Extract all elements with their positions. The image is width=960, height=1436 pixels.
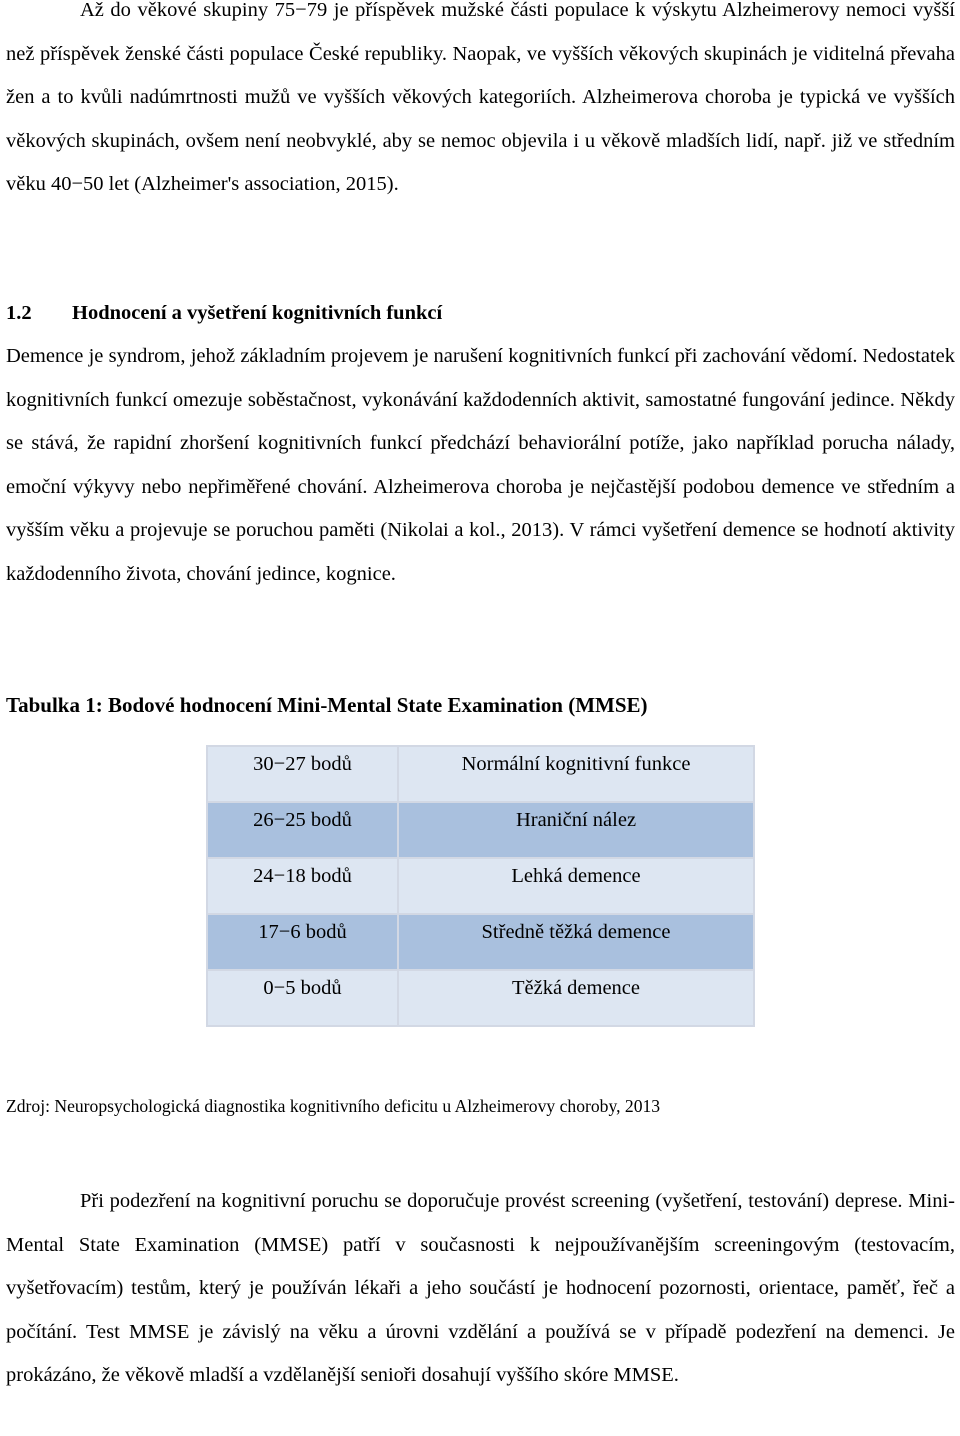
interpretation-cell: Těžká demence: [398, 970, 754, 1026]
paragraph-mmse-screening: Při podezření na kognitivní poruchu se doporučuje provést screening (vyšetření, testování) deprese. Mini-Mental State Examination (MMSE) patří v současnosti k nejpoužívanějším screeningovým (testovacím, vyšetřovacím) testům, který je používán lékaři a jeho součástí je hodnocení pozornosti, orientace, paměť, řeč a počítání. Test MMSE je závislý na věku a úrovni vzdělání a používá se v případě podezření na demenci. Je prokázáno, že věkově mladší a vzdělanější senioři dosahují vyššího skóre MMSE.: [6, 1190, 955, 1387]
interpretation-cell: Hraniční nález: [398, 802, 754, 858]
section-number: 1.2: [6, 302, 32, 324]
paragraph-alzheimer-demographics: Až do věkové skupiny 75−79 je příspěvek mužské části populace k výskytu Alzheimerovy nemoci vyšší než příspěvek ženské části populace České republiky. Naopak, ve vyšších věkových skupinách je viditelná převaha žen a to kvůli nadúmrtnosti mužů ve vyšších věkových kategoriích. Alzheimerova choroba je typická ve vyšších věkových skupinách, ovšem není neobvyklé, aby se nemoc objevila i u věkově mladších lidí, např. již ve středním věku 40−50 let (Alzheimer's association, 2015).: [6, 0, 955, 196]
score-range-cell: 0−5 bodů: [207, 970, 398, 1026]
score-range-cell: 17−6 bodů: [207, 914, 398, 970]
interpretation-cell: Normální kognitivní funkce: [398, 746, 754, 802]
score-range-cell: 26−25 bodů: [207, 802, 398, 858]
table-row: [207, 970, 754, 1026]
score-range-cell: 24−18 bodů: [207, 858, 398, 914]
table-source: Zdroj: Neuropsychologická diagnostika kognitivního deficitu u Alzheimerovy choroby, 2013: [6, 1096, 661, 1116]
score-range-cell: 30−27 bodů: [207, 746, 398, 802]
table-row: [207, 914, 754, 970]
table-row: [207, 858, 754, 914]
paragraph-dementia-definition: Demence je syndrom, jehož základním projevem je narušení kognitivních funkcí při zachování vědomí. Nedostatek kognitivních funkcí omezuje soběstačnost, vykonávání každodenních aktivit, samostatné fungování jedince. Někdy se stává, že rapidní zhoršení kognitivních funkcí předchází behaviorální potíže, jako například porucha nálady, emoční výkyvy nebo nepřiměřené chování. Alzheimerova choroba je nejčastější podobou demence ve středním a vyšším věku a projevuje se poruchou paměti (Nikolai a kol., 2013). V rámci vyšetření demence se hodnotí aktivity každodenního života, chování jedince, kognice.: [6, 345, 955, 585]
interpretation-cell: Středně těžká demence: [398, 914, 754, 970]
section-heading: [6, 298, 442, 328]
mmse-score-table: [206, 745, 755, 1027]
interpretation-cell: Lehká demence: [398, 858, 754, 914]
section-title: Hodnocení a vyšetření kognitivních funkcí: [72, 302, 443, 324]
table-row: [207, 746, 754, 802]
table-caption: Tabulka 1: Bodové hodnocení Mini-Mental State Examination (MMSE): [6, 693, 648, 717]
table-row: [207, 802, 754, 858]
